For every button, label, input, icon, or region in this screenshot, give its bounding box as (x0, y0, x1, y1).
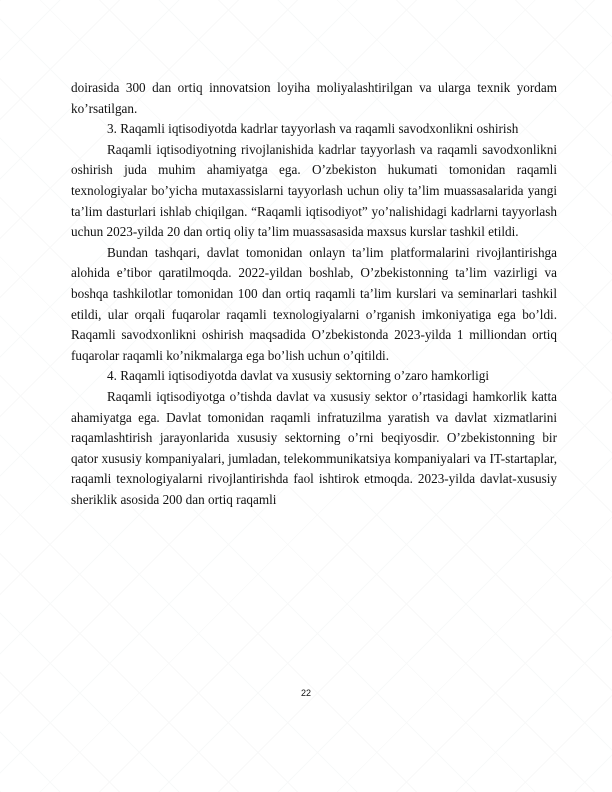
paragraph-onlayn-talim: Bundan tashqari, davlat tomonidan onlayn ta’lim platformalarini rivojlantirishga alohida e’tibor qaratilmoqda. 2022-yildan boshlab, O’zbekistonning ta’lim vazirligi va boshqa tashkilotlar tomonidan 100 dan ortiq raqamli ta’lim kurslari va seminarlari tashkil etildi, ular orqali fuqarolar raqamli texnologiyalarni o’rganish imkoniyatiga ega bo’ldi. Raqamli savodxonlikni oshirish maqsadida O’zbekistonda 2023-yilda 1 milliondan ortiq fuqarolar raqamli ko’nikmalarga ega bo’lish uchun o’qitildi. (71, 244, 557, 363)
paragraph-kadrlar: Raqamli iqtisodiyotning rivojlanishida kadrlar tayyorlash va raqamli savodxonlikni oshirish juda muhim ahamiyatga ega. O’zbekiston hukumati tomonidan raqamli texnologiyalar bo’yicha mutaxassislarni tayyorlash uchun oliy ta’lim muassasalarida yangi ta’lim dasturlari ishlab chiqilgan. “Raqamli iqtisodiyot” yo’nalishidagi kadrlarni tayyorlash uchun 2023-yilda 20 dan ortiq oliy ta’lim muassasasida maxsus kurslar tashkil etildi. (71, 141, 557, 240)
document-body (71, 78, 557, 510)
page-number: 22 (300, 688, 311, 698)
section-heading-4: 4. Raqamli iqtisodiyotda davlat va xususiy sektorning o’zaro hamkorligi (107, 368, 490, 384)
paragraph-continuation: doirasida 300 dan ortiq innovatsion loyiha moliyalashtirilgan va ularga texnik yordam ko’rsatilgan. (71, 80, 557, 116)
paragraph-hamkorlik: Raqamli iqtisodiyotga o’tishda davlat va xususiy sektor o’rtasidagi hamkorlik katta ahamiyatga ega. Davlat tomonidan raqamli infratuzilma yaratish va davlat xizmatlarini raqamlashtirish jarayonlarida xususiy sektorning o’rni beqiyosdir. O’zbekistonning bir qator xususiy kompaniyalari, jumladan, telekommunikatsiya kompaniyalari va IT-startaplar, raqamli texnologiyalarni rivojlantirishda faol ishtirok etmoqda. 2023-yilda davlat-xususiy sheriklik asosida 200 dan ortiq raqamli (71, 388, 557, 507)
section-heading-3: 3. Raqamli iqtisodiyotda kadrlar tayyorlash va raqamli savodxonlikni oshirish (107, 121, 519, 137)
